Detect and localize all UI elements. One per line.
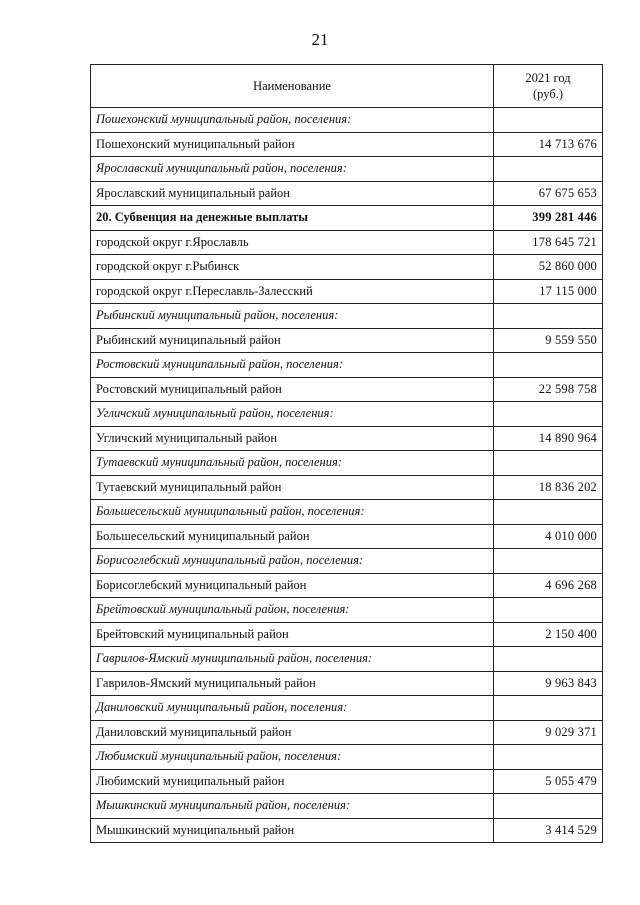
table-row	[91, 328, 603, 353]
row-amount-cell: 2 150 400	[494, 622, 603, 647]
row-amount-cell: 178 645 721	[494, 230, 603, 255]
table-row	[91, 132, 603, 157]
row-amount-cell: 9 963 843	[494, 671, 603, 696]
table-row	[91, 181, 603, 206]
row-name-cell: Большесельский муниципальный район	[91, 524, 494, 549]
row-name-cell: Борисоглебский муниципальный район	[91, 573, 494, 598]
group-heading-row	[91, 304, 603, 329]
group-heading-row	[91, 157, 603, 182]
row-amount-cell: 18 836 202	[494, 475, 603, 500]
table-row	[91, 720, 603, 745]
row-amount-cell	[494, 500, 603, 525]
row-name-cell: Большесельский муниципальный район, поселения:	[91, 500, 494, 525]
row-name-cell: Угличский муниципальный район, поселения:	[91, 402, 494, 427]
row-name-cell: Гаврилов-Ямский муниципальный район, поселения:	[91, 647, 494, 672]
page-number: 21	[311, 30, 329, 49]
row-name-cell: Ярославский муниципальный район, поселения:	[91, 157, 494, 182]
group-heading-row	[91, 500, 603, 525]
row-amount-cell: 3 414 529	[494, 818, 603, 843]
group-heading-row	[91, 598, 603, 623]
table-body	[91, 108, 603, 843]
row-name-cell: 20. Субвенция на денежные выплаты	[91, 206, 494, 231]
row-amount-cell	[494, 647, 603, 672]
row-name-cell: Ростовский муниципальный район	[91, 377, 494, 402]
row-name-cell: Гаврилов-Ямский муниципальный район	[91, 671, 494, 696]
row-amount-cell: 9 559 550	[494, 328, 603, 353]
group-heading-row	[91, 353, 603, 378]
row-amount-cell	[494, 598, 603, 623]
row-name-cell: Любимский муниципальный район	[91, 769, 494, 794]
row-name-cell: Пошехонский муниципальный район	[91, 132, 494, 157]
table-row	[91, 279, 603, 304]
row-amount-cell	[494, 745, 603, 770]
row-name-cell: Борисоглебский муниципальный район, поселения:	[91, 549, 494, 574]
row-amount-cell: 17 115 000	[494, 279, 603, 304]
group-heading-row	[91, 647, 603, 672]
row-name-cell: Любимский муниципальный район, поселения:	[91, 745, 494, 770]
table-row	[91, 377, 603, 402]
group-heading-row	[91, 549, 603, 574]
row-name-cell: городской округ г.Рыбинск	[91, 255, 494, 280]
row-amount-cell	[494, 794, 603, 819]
row-amount-cell	[494, 451, 603, 476]
amount-column-header	[494, 65, 603, 108]
table-row	[91, 818, 603, 843]
row-name-cell: Ростовский муниципальный район, поселения:	[91, 353, 494, 378]
table-row	[91, 622, 603, 647]
row-amount-cell: 52 860 000	[494, 255, 603, 280]
group-heading-row	[91, 745, 603, 770]
group-heading-row	[91, 794, 603, 819]
table-row	[91, 475, 603, 500]
row-name-cell: Брейтовский муниципальный район	[91, 622, 494, 647]
row-amount-cell	[494, 402, 603, 427]
row-name-cell: городской округ г.Ярославль	[91, 230, 494, 255]
row-amount-cell: 9 029 371	[494, 720, 603, 745]
row-amount-cell: 399 281 446	[494, 206, 603, 231]
row-name-cell: Даниловский муниципальный район	[91, 720, 494, 745]
table-row	[91, 671, 603, 696]
table-row	[91, 230, 603, 255]
row-name-cell: Даниловский муниципальный район, поселения:	[91, 696, 494, 721]
row-amount-cell	[494, 157, 603, 182]
amount-header-unit: (руб.)	[533, 87, 563, 101]
name-column-header: Наименование	[91, 65, 494, 108]
group-heading-row	[91, 451, 603, 476]
row-amount-cell: 4 696 268	[494, 573, 603, 598]
row-name-cell: Тутаевский муниципальный район	[91, 475, 494, 500]
table-row	[91, 426, 603, 451]
row-name-cell: Пошехонский муниципальный район, поселения:	[91, 108, 494, 133]
budget-table	[90, 64, 603, 843]
group-heading-row	[91, 402, 603, 427]
row-name-cell: Рыбинский муниципальный район	[91, 328, 494, 353]
row-amount-cell: 14 713 676	[494, 132, 603, 157]
row-amount-cell: 14 890 964	[494, 426, 603, 451]
row-amount-cell: 5 055 479	[494, 769, 603, 794]
table-row	[91, 524, 603, 549]
row-amount-cell	[494, 353, 603, 378]
row-amount-cell: 67 675 653	[494, 181, 603, 206]
table-header	[91, 65, 603, 108]
row-amount-cell	[494, 549, 603, 574]
amount-header-year: 2021 год	[525, 71, 571, 85]
row-name-cell: Мышкинский муниципальный район	[91, 818, 494, 843]
row-amount-cell	[494, 108, 603, 133]
section-total-row	[91, 206, 603, 231]
row-name-cell: Мышкинский муниципальный район, поселения:	[91, 794, 494, 819]
row-name-cell: Тутаевский муниципальный район, поселения:	[91, 451, 494, 476]
row-name-cell: Брейтовский муниципальный район, поселения:	[91, 598, 494, 623]
header-row	[91, 65, 603, 108]
row-amount-cell: 22 598 758	[494, 377, 603, 402]
row-amount-cell	[494, 304, 603, 329]
table-row	[91, 573, 603, 598]
group-heading-row	[91, 696, 603, 721]
row-name-cell: Угличский муниципальный район	[91, 426, 494, 451]
row-amount-cell	[494, 696, 603, 721]
table-row	[91, 769, 603, 794]
row-name-cell: Рыбинский муниципальный район, поселения:	[91, 304, 494, 329]
row-name-cell: Ярославский муниципальный район	[91, 181, 494, 206]
table-row	[91, 255, 603, 280]
group-heading-row	[91, 108, 603, 133]
row-amount-cell: 4 010 000	[494, 524, 603, 549]
row-name-cell: городской округ г.Переславль-Залесский	[91, 279, 494, 304]
